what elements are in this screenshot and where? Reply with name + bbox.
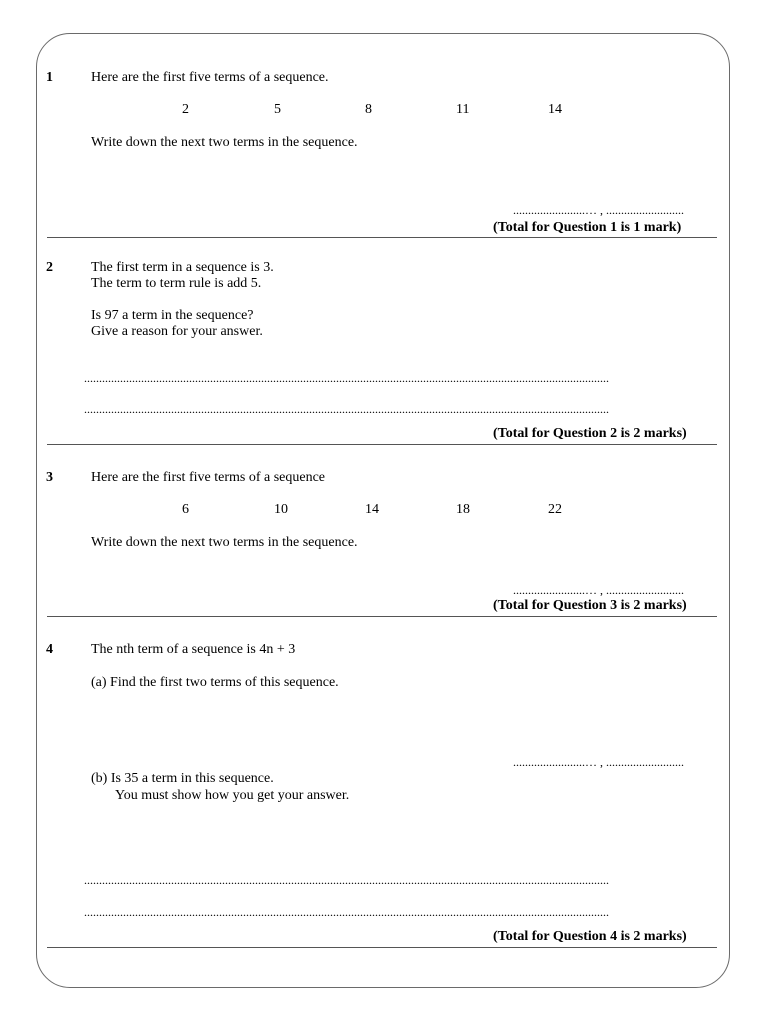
question-4-part-b: (b) Is 35 a term in this sequence. (91, 771, 274, 786)
question-1-intro: Here are the first five terms of a sequence. (91, 70, 329, 85)
question-4-part-a: (a) Find the first two terms of this sequence. (91, 675, 339, 690)
question-1-answer-line[interactable]: ........................… , .......................... (513, 204, 684, 216)
question-3-number: 3 (46, 470, 53, 485)
question-1-term: 5 (274, 102, 281, 117)
question-4-part-b-instruction: You must show how you get your answer. (115, 788, 350, 803)
question-3-term: 22 (548, 502, 562, 517)
divider (47, 237, 717, 238)
question-2-line-4: Give a reason for your answer. (91, 324, 263, 339)
question-2-line-3: Is 97 a term in the sequence? (91, 308, 254, 323)
question-2-answer-line-2[interactable]: ............................................................................................................................................................................... (84, 403, 609, 415)
question-3-term: 18 (456, 502, 470, 517)
question-4-number: 4 (46, 642, 53, 657)
question-3-term: 14 (365, 502, 379, 517)
question-3-instruction: Write down the next two terms in the sequence. (91, 535, 358, 550)
question-3-term: 6 (182, 502, 189, 517)
question-1-instruction: Write down the next two terms in the sequence. (91, 135, 358, 150)
divider (47, 616, 717, 617)
divider (47, 444, 717, 445)
question-3-answer-line[interactable]: ........................… , .......................... (513, 584, 684, 596)
question-2-line-2: The term to term rule is add 5. (91, 276, 262, 291)
question-1-term: 8 (365, 102, 372, 117)
question-2-total: (Total for Question 2 is 2 marks) (493, 426, 687, 441)
question-4-total: (Total for Question 4 is 2 marks) (493, 929, 687, 944)
question-3-intro: Here are the first five terms of a sequence (91, 470, 325, 485)
question-1-term: 11 (456, 102, 470, 117)
question-4-answer-line-1[interactable]: ............................................................................................................................................................................... (84, 874, 609, 886)
question-3-term: 10 (274, 502, 288, 517)
question-1-number: 1 (46, 70, 53, 85)
question-2-answer-line-1[interactable]: ............................................................................................................................................................................... (84, 372, 609, 384)
page-border (36, 33, 730, 988)
question-1-term: 14 (548, 102, 562, 117)
question-1-term: 2 (182, 102, 189, 117)
question-4-intro: The nth term of a sequence is 4n + 3 (91, 642, 296, 657)
question-1-total: (Total for Question 1 is 1 mark) (493, 220, 682, 235)
question-2-number: 2 (46, 260, 53, 275)
divider (47, 947, 717, 948)
question-4-answer-line-2[interactable]: ............................................................................................................................................................................... (84, 906, 609, 918)
question-4-part-a-answer-line[interactable]: ........................… , .......................... (513, 756, 684, 768)
question-2-line-1: The first term in a sequence is 3. (91, 260, 274, 275)
question-3-total: (Total for Question 3 is 2 marks) (493, 598, 687, 613)
